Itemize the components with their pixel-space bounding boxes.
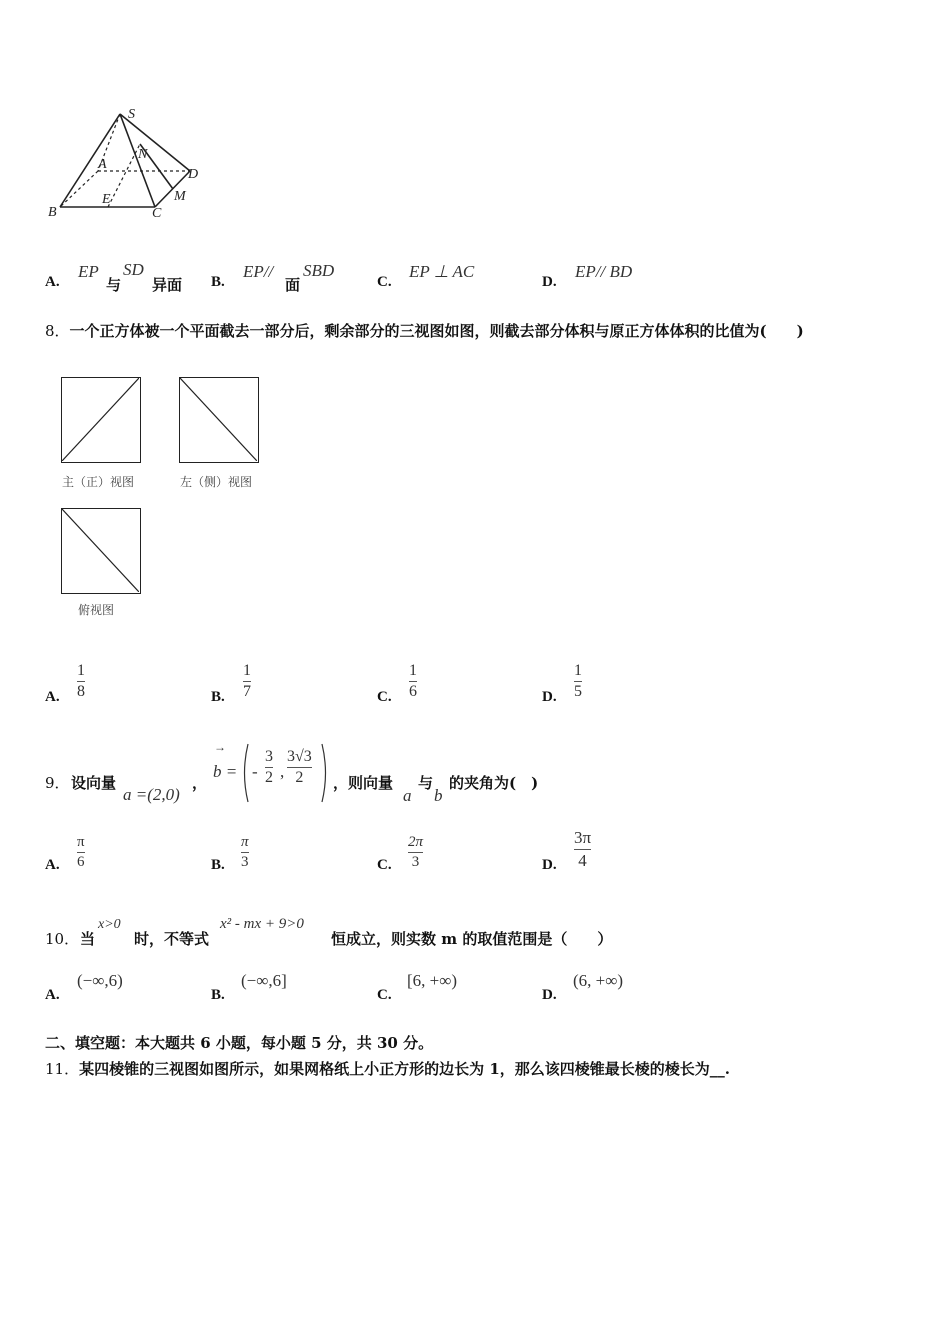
side-view-caption: 左（侧）视图 — [180, 475, 253, 489]
q9-option-b-letter: B. — [211, 857, 225, 873]
q9-option-c-frac: 2π 3 — [408, 834, 424, 870]
label-N: N — [138, 147, 148, 162]
pyramid-figure — [40, 104, 215, 224]
q8-option-d-letter: D. — [542, 689, 557, 705]
q7-option-b-t1: 面 — [285, 276, 301, 294]
q7-option-a-letter: A. — [45, 274, 60, 290]
q9-option-c-letter: C. — [377, 857, 392, 873]
q8-option-d-frac: 1 5 — [574, 662, 582, 700]
q9-number: 9． — [45, 774, 70, 792]
top-view — [61, 508, 141, 594]
front-view-caption: 主（正）视图 — [62, 475, 135, 489]
q9-right-paren — [320, 743, 330, 803]
q8-number: 8． — [45, 322, 70, 340]
q8-option-b-letter: B. — [211, 689, 225, 705]
q9-vector-b: b = — [213, 762, 238, 781]
q9-vector-b-arrow: → — [214, 740, 226, 754]
q10-text-3: 恒成立，则实数 m 的取值范围是（ ） — [331, 930, 613, 948]
q9-option-d-frac: 3π 4 — [574, 828, 592, 870]
edge-SB — [60, 114, 120, 207]
q8-option-a-letter: A. — [45, 689, 60, 705]
q10-text-1: 当 — [80, 930, 96, 948]
q7-option-b-m1: EP// — [243, 262, 274, 281]
q9-text-1: 设向量 — [71, 774, 117, 792]
q7-option-c-letter: C. — [377, 274, 392, 290]
label-E: E — [102, 192, 111, 207]
label-C: C — [152, 206, 162, 221]
q9-option-d-letter: D. — [542, 857, 557, 873]
q7-option-d-m1: EP// BD — [575, 262, 633, 281]
q8-stem — [45, 320, 804, 341]
q9-var-a: a — [403, 786, 412, 805]
q10-option-a-letter: A. — [45, 987, 60, 1003]
q8-option-a-frac: 1 8 — [77, 662, 85, 700]
q9-fraction-2: 3√3 2 — [287, 748, 312, 786]
q8-option-b-frac: 1 7 — [243, 662, 251, 700]
q10-text-2: 时，不等式 — [134, 930, 210, 948]
q10-option-a-value: (−∞,6) — [77, 971, 123, 990]
side-view — [179, 377, 259, 463]
front-view — [61, 377, 141, 463]
q7-option-a-t1: 与 — [106, 276, 122, 294]
q9-text-3: 与 — [418, 774, 434, 792]
q7-option-b-letter: B. — [211, 274, 225, 290]
q9-var-b: b — [434, 786, 443, 805]
q9-text-2: ，则向量 — [333, 774, 394, 792]
label-D: D — [188, 167, 199, 182]
q10-option-b-value: (−∞,6] — [241, 971, 287, 990]
q11-text: 某四棱锥的三视图如图所示，如果网格纸上小正方形的边长为 1，那么该四棱锥最长棱的棱长为__. — [79, 1060, 730, 1078]
q9-option-a-frac: π 6 — [77, 834, 85, 870]
top-view-caption: 俯视图 — [78, 603, 115, 617]
q11-stem — [45, 1058, 730, 1079]
q9-vector-a: a =(2,0) — [123, 785, 180, 804]
q8-option-c-letter: C. — [377, 689, 392, 705]
q9-comma: ， — [192, 774, 208, 792]
q9-option-b-frac: π 3 — [241, 834, 249, 870]
q10-number: 10． — [45, 930, 80, 948]
q7-option-a-m1: EP — [78, 262, 99, 281]
q7-option-c-m1: EP ⊥ AC — [409, 262, 475, 281]
q8-option-c-frac: 1 6 — [409, 662, 417, 700]
q9-left-paren — [240, 743, 250, 803]
q11-number: 11． — [45, 1060, 80, 1078]
q7-option-d-letter: D. — [542, 274, 557, 290]
q7-option-a-m2: SD — [123, 260, 144, 279]
q10-option-c-value: [6, +∞) — [407, 971, 458, 990]
q10-option-d-value: (6, +∞) — [573, 971, 624, 990]
q9-option-a-letter: A. — [45, 857, 60, 873]
q8-text: 一个正方体被一个平面截去一部分后，剩余部分的三视图如图，则截去部分体积与原正方体体积的比值为( ) — [69, 322, 804, 340]
q9-minus: - — [252, 762, 258, 781]
label-M: M — [174, 189, 186, 204]
label-B: B — [48, 205, 57, 220]
label-S: S — [128, 107, 135, 122]
q9-text-4: 的夹角为( ) — [449, 774, 539, 792]
q10-option-c-letter: C. — [377, 987, 392, 1003]
q10-condition: x>0 — [98, 917, 121, 932]
edge-EN — [108, 144, 140, 207]
q10-option-b-letter: B. — [211, 987, 225, 1003]
q10-option-d-letter: D. — [542, 987, 557, 1003]
label-A: A — [98, 157, 107, 172]
section-2-heading: 二、填空题：本大题共 6 小题，每小题 5 分，共 30 分。 — [45, 1034, 434, 1052]
q9-fraction-1: 3 2 — [265, 748, 273, 786]
q7-option-b-m2: SBD — [303, 261, 335, 280]
q10-inequality: x² - mx + 9>0 — [220, 916, 304, 932]
q7-option-a-t2: 异面 — [152, 276, 183, 294]
